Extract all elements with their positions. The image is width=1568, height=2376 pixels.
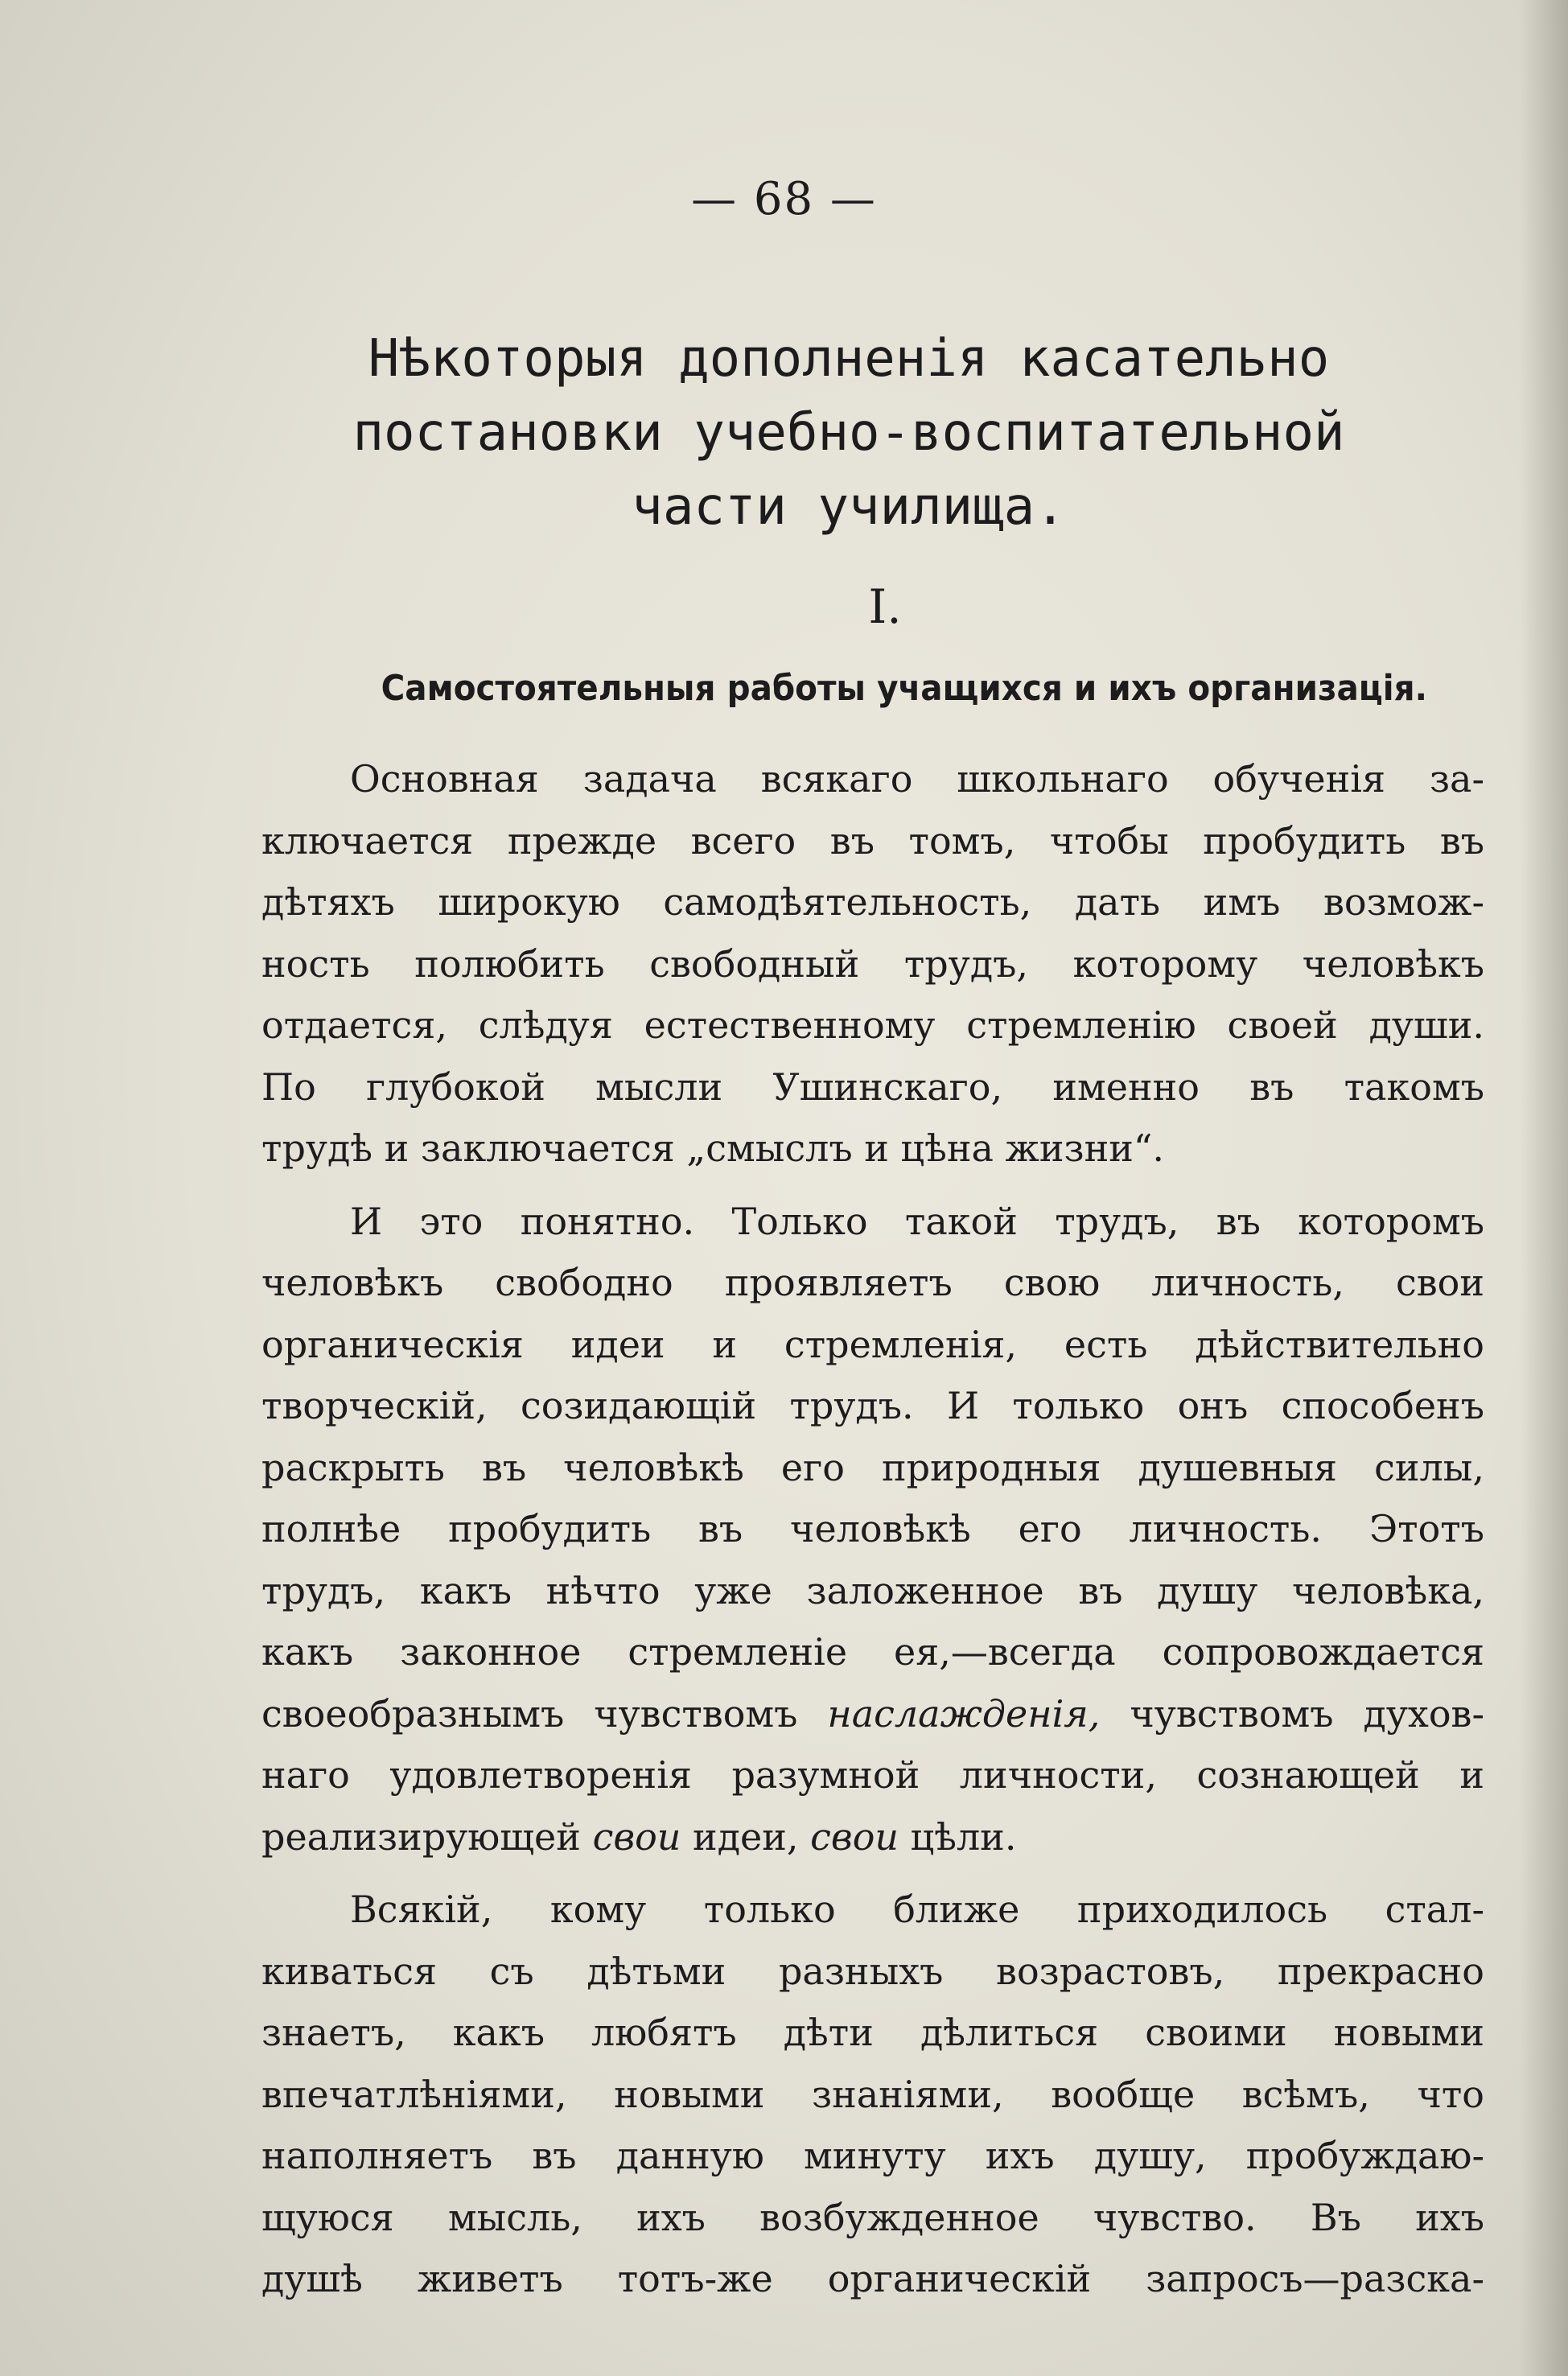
paragraph (261, 1879, 1484, 2310)
italic-text: свои (592, 1814, 681, 1859)
text-line: полнѣе пробудить въ человѣкѣ его личность. Этотъ (261, 1507, 1484, 1550)
text-line: дѣтяхъ широкую самодѣятельность, дать имъ возмож- (261, 880, 1484, 924)
text-segment: реализирующей (261, 1814, 593, 1859)
section-title (217, 322, 1480, 544)
text-line: Основная задача всякаго школьнаго обученія за- (350, 757, 1484, 801)
text-line: щуюся мысль, ихъ возбужденное чувство. Въ ихъ (261, 2195, 1484, 2239)
text-segment: цѣли. (899, 1814, 1017, 1859)
chapter-numeral: I. (868, 579, 902, 634)
text-line (261, 1683, 1484, 1745)
italic-text: наслажденія, (827, 1691, 1101, 1736)
section-title-line: Нѣкоторыя дополненія касательно (368, 329, 1330, 389)
text-line: киваться съ дѣтьми разныхъ возрастовъ, прекрасно (261, 1949, 1484, 1993)
text-line: наго удовлетворенія разумной личности, сознающей и (261, 1753, 1484, 1797)
text-line: трудъ, какъ нѣчто уже заложенное въ душу человѣка, (261, 1568, 1484, 1612)
text-line: По глубокой мысли Ушинскаго, именно въ такомъ (261, 1064, 1484, 1109)
text-line: наполняетъ въ данную минуту ихъ душу, пробуждаю- (261, 2134, 1484, 2177)
text-segment: своеобразнымъ чувствомъ (261, 1691, 828, 1736)
text-line: человѣкъ свободно проявляетъ свою личность, свои (261, 1261, 1484, 1304)
body-text (261, 748, 1484, 2321)
subheading: Самостоятельныя работы учащихся и ихъ организація. (381, 668, 1428, 709)
text-line: какъ законное стремленіе ея,—всегда сопровождается (261, 1630, 1484, 1674)
page-number: — 68 — (691, 173, 877, 225)
section-title-line: части училища. (632, 477, 1066, 537)
text-line: И это понятно. Только такой трудъ, въ которомъ (350, 1199, 1484, 1243)
text-line: органическія идеи и стремленія, есть дѣйствительно (261, 1322, 1484, 1366)
paragraph (261, 1191, 1484, 1868)
text-line: впечатлѣніями, новыми знаніями, вообще всѣмъ, что (261, 2072, 1484, 2116)
text-segment: чувствомъ духов- (1100, 1691, 1484, 1736)
section-title-line: постановки учебно-воспитательной (352, 403, 1345, 463)
text-line: душѣ живетъ тотъ-же органическій запросъ—разска- (261, 2257, 1484, 2300)
text-line (261, 1806, 1484, 1868)
text-line: отдается, слѣдуя естественному стремленію своей души. (261, 1003, 1484, 1047)
paragraph (261, 748, 1484, 1180)
text-line: ность полюбить свободный трудъ, которому человѣкъ (261, 941, 1484, 986)
text-line: творческій, созидающій трудъ. И только онъ способенъ (261, 1384, 1484, 1427)
text-line: Всякій, кому только ближе приходилось стал- (350, 1888, 1484, 1931)
italic-text: свои (810, 1814, 899, 1859)
text-line: знаетъ, какъ любятъ дѣти дѣлиться своими новыми (261, 2011, 1484, 2054)
text-line: раскрыть въ человѣкѣ его природныя душевныя силы, (261, 1445, 1484, 1489)
text-segment: идеи, (681, 1814, 811, 1859)
text-line: ключается прежде всего въ томъ, чтобы пробудить въ (261, 818, 1484, 863)
text-line: трудѣ и заключается „смыслъ и цѣна жизни“. (261, 1126, 1165, 1170)
